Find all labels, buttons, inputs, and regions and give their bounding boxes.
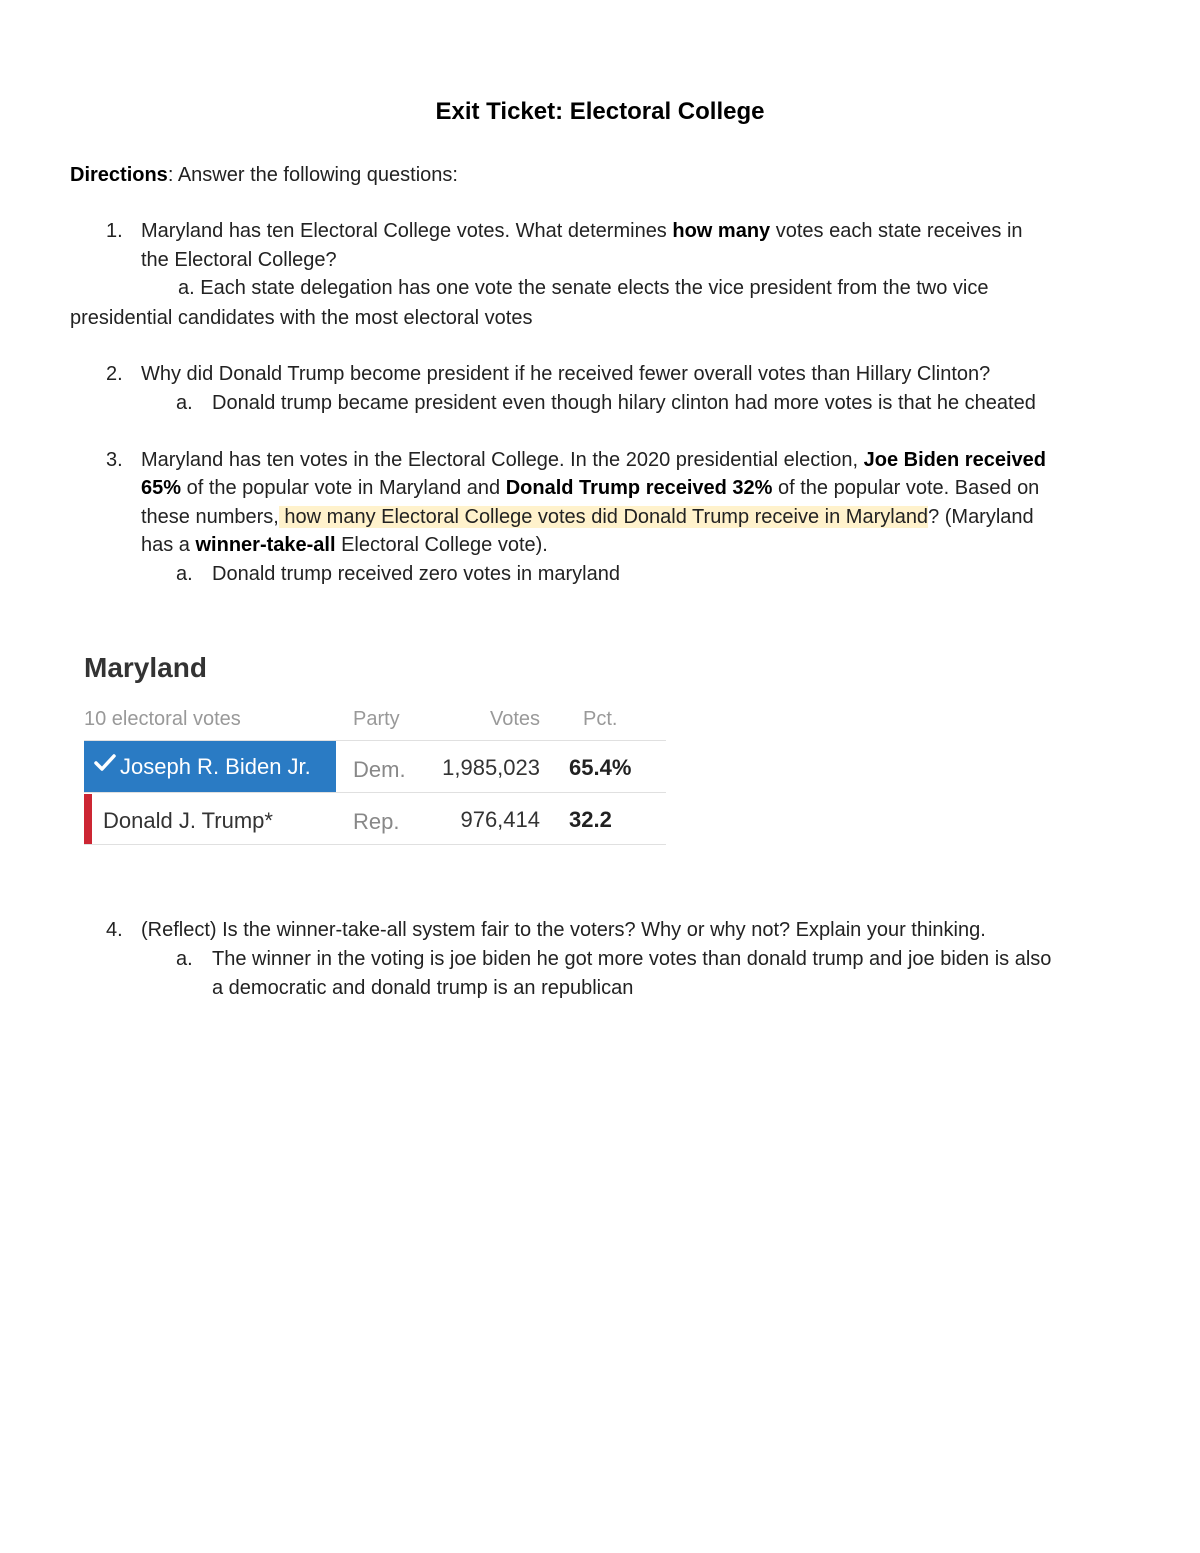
q1-line1 <box>141 217 1023 246</box>
q2-number: 2. <box>106 363 123 385</box>
q3-line1 <box>141 446 1046 475</box>
q3-bold-1b: Joe Biden received <box>863 449 1046 471</box>
q2-answer-letter: a. <box>176 392 193 414</box>
candidate-party: Rep. <box>353 809 400 834</box>
q1-bold: how many <box>672 220 771 242</box>
q3-text-1a: Maryland has ten votes in the Electoral College. In the 2020 presidential election, <box>141 449 864 471</box>
q1-number: 1. <box>106 220 123 242</box>
q3-bold-2c: Donald Trump received 32% <box>505 477 773 499</box>
results-state-title: Maryland <box>84 652 207 683</box>
q3-text-4c: Electoral College vote). <box>335 534 548 556</box>
q1-answer-line2: presidential candidates with the most electoral votes <box>70 307 533 329</box>
header-party: Party <box>353 708 400 730</box>
q1-text-a: Maryland has ten Electoral College votes. What determines <box>141 220 673 242</box>
q4-answer-line2: a democratic and donald trump is an republican <box>212 977 634 999</box>
q3-highlight: how many Electoral College votes did Donald Trump receive in Maryland <box>278 506 929 528</box>
q3-line2 <box>141 474 1039 503</box>
q4-text: (Reflect) Is the winner-take-all system fair to the voters? Why or why not? Explain your thinking. <box>141 919 986 941</box>
checkmark-icon <box>94 752 116 774</box>
q3-text-2b: of the popular vote in Maryland and <box>181 477 506 499</box>
party-color-bar <box>84 794 92 844</box>
q4-answer-line1: The winner in the voting is joe biden he got more votes than donald trump and joe biden is also <box>212 948 1052 970</box>
q3-text-3c: ? (Maryland <box>928 506 1034 528</box>
header-votes: Votes <box>489 708 540 730</box>
q1-text-c: votes each state receives in <box>770 220 1023 242</box>
candidate-name: Donald J. Trump* <box>103 808 273 833</box>
page-title: Exit Ticket: Electoral College <box>435 98 765 125</box>
row-divider <box>84 792 666 793</box>
q3-text-4a: has a <box>141 534 196 556</box>
q1-line2: the Electoral College? <box>141 249 337 271</box>
q4-number: 4. <box>106 919 123 941</box>
q3-bold-4b: winner-take-all <box>195 534 336 556</box>
candidate-votes: 976,414 <box>460 807 540 832</box>
q3-text-2d: of the popular vote. Based on <box>772 477 1040 499</box>
row-divider <box>84 844 666 845</box>
q3-text-3a: these numbers, <box>141 506 279 528</box>
directions-label: Directions <box>70 164 168 186</box>
q3-answer: Donald trump received zero votes in maryland <box>212 563 620 585</box>
header-pct: Pct. <box>583 708 618 730</box>
directions <box>70 161 458 190</box>
candidate-pct: 32.2 <box>569 807 612 832</box>
candidate-party: Dem. <box>353 757 406 782</box>
q3-answer-letter: a. <box>176 563 193 585</box>
directions-text: : Answer the following questions: <box>167 164 458 186</box>
q2-text: Why did Donald Trump become president if he received fewer overall votes than Hillary Clinton? <box>141 363 991 385</box>
candidate-pct: 65.4% <box>569 755 632 780</box>
q3-line4 <box>141 531 548 560</box>
q1-answer-line1: a. Each state delegation has one vote the senate elects the vice president from the two vice <box>178 277 989 299</box>
q2-answer: Donald trump became president even though hilary clinton had more votes is that he cheated <box>212 392 1036 414</box>
q3-line3 <box>141 503 1034 532</box>
electoral-votes-label: 10 electoral votes <box>84 708 241 730</box>
q4-answer-letter: a. <box>176 948 193 970</box>
q3-number: 3. <box>106 449 123 471</box>
candidate-name: Joseph R. Biden Jr. <box>120 754 311 779</box>
candidate-votes: 1,985,023 <box>442 755 540 780</box>
q3-bold-2a: 65% <box>141 477 182 499</box>
